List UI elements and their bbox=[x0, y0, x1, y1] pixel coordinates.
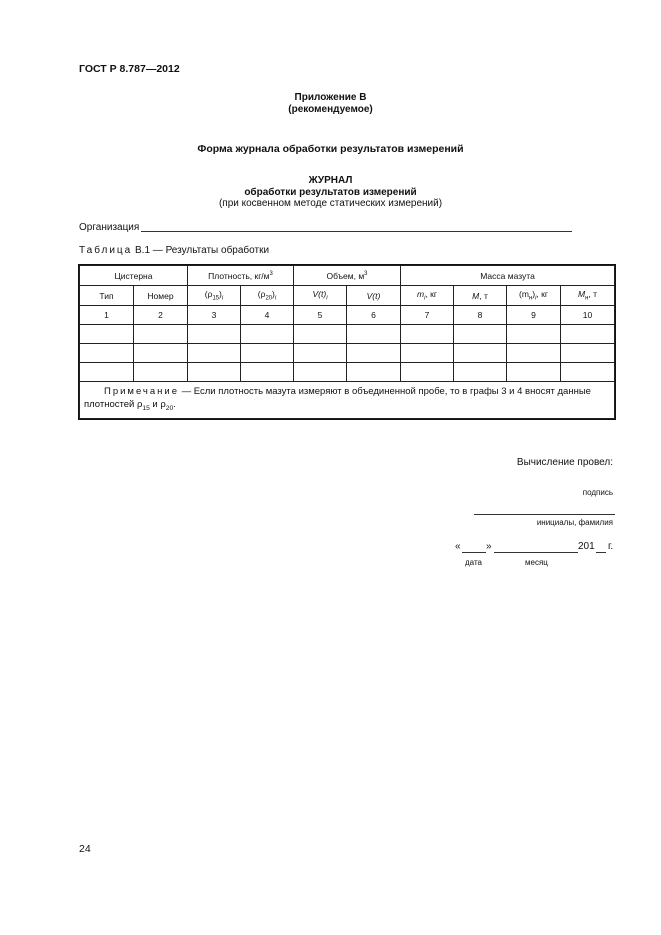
table-subheader-row bbox=[80, 286, 615, 306]
column-number-row bbox=[80, 306, 615, 325]
table-cell[interactable] bbox=[80, 344, 134, 363]
column-number: 6 bbox=[347, 306, 401, 325]
organization-field-line bbox=[141, 231, 572, 232]
journal-subtitle: обработки результатов измерений bbox=[244, 186, 417, 198]
table-cell[interactable] bbox=[134, 363, 188, 382]
subheader-Mn: $M_н$, т bbox=[561, 286, 615, 306]
table-cell[interactable] bbox=[401, 344, 454, 363]
table-cell[interactable] bbox=[454, 363, 507, 382]
signature-caption: подпись bbox=[582, 488, 613, 497]
appendix-heading bbox=[0, 92, 661, 116]
column-number: 9 bbox=[507, 306, 561, 325]
table-cell[interactable] bbox=[454, 325, 507, 344]
table-cell[interactable] bbox=[561, 363, 615, 382]
table-caption bbox=[79, 245, 269, 256]
subheader-rho20: $(\rho_{20})_i$ bbox=[241, 286, 294, 306]
subheader-mn: $(m_н)_i$, кг bbox=[507, 286, 561, 306]
table-cell[interactable] bbox=[561, 325, 615, 344]
group-header-volume: Объем, $м^3$ bbox=[294, 266, 401, 286]
table-cell[interactable] bbox=[507, 344, 561, 363]
appendix-title: Приложение В bbox=[294, 92, 367, 103]
table-note-row bbox=[80, 382, 615, 419]
column-number: 2 bbox=[134, 306, 188, 325]
subheader-number: Номер bbox=[134, 286, 188, 306]
table-cell[interactable] bbox=[80, 363, 134, 382]
appendix-subtitle: (рекомендуемое) bbox=[288, 104, 373, 115]
table-row-empty bbox=[80, 363, 615, 382]
table-group-header-row bbox=[80, 266, 615, 286]
table-cell[interactable] bbox=[454, 344, 507, 363]
table-cell[interactable] bbox=[294, 363, 347, 382]
note-text: Если плотность мазута измеряют в объединенной пробе, то в графы 3 и 4 вносят данные плотностей ρ bbox=[84, 386, 591, 410]
table-cell[interactable] bbox=[294, 344, 347, 363]
organization-label: Организация bbox=[79, 222, 140, 233]
table-cell[interactable] bbox=[241, 325, 294, 344]
table-cell[interactable] bbox=[134, 344, 188, 363]
table-cell[interactable] bbox=[80, 325, 134, 344]
table-row-empty bbox=[80, 344, 615, 363]
journal-title: ЖУРНАЛ bbox=[308, 175, 353, 186]
column-number: 1 bbox=[80, 306, 134, 325]
date-line: « » 201 г. bbox=[455, 541, 614, 552]
table-cell[interactable] bbox=[188, 325, 241, 344]
table-cell[interactable] bbox=[294, 325, 347, 344]
table-cell[interactable] bbox=[507, 325, 561, 344]
table-cell[interactable] bbox=[347, 325, 401, 344]
table-row-empty bbox=[80, 325, 615, 344]
initials-caption: инициалы, фамилия bbox=[536, 518, 613, 527]
table-cell[interactable] bbox=[347, 344, 401, 363]
table-cell[interactable] bbox=[401, 325, 454, 344]
column-number: 5 bbox=[294, 306, 347, 325]
date-caption: дата bbox=[465, 558, 482, 567]
form-title: Форма журнала обработки результатов измерений bbox=[197, 143, 464, 155]
subheader-v-t: V(t) bbox=[347, 286, 401, 306]
group-header-density: Плотность, $кг/м^3$ bbox=[188, 266, 294, 286]
table-cell[interactable] bbox=[241, 344, 294, 363]
note-label: Примечание bbox=[104, 386, 179, 397]
table-cell[interactable] bbox=[188, 344, 241, 363]
computed-by-label: Вычисление провел: bbox=[516, 457, 613, 468]
page-number: 24 bbox=[79, 843, 91, 855]
table-cell[interactable] bbox=[134, 325, 188, 344]
column-number: 4 bbox=[241, 306, 294, 325]
results-table bbox=[79, 265, 615, 419]
subheader-v-ti: $V(t)_i$ bbox=[294, 286, 347, 306]
initials-line bbox=[474, 514, 615, 515]
group-header-mass: Масса мазута bbox=[401, 266, 615, 286]
table-caption-text: В.1 — Результаты обработки bbox=[135, 245, 270, 256]
column-number: 10 bbox=[561, 306, 615, 325]
table-cell[interactable] bbox=[561, 344, 615, 363]
document-code: ГОСТ Р 8.787—2012 bbox=[79, 63, 180, 75]
table-cell[interactable] bbox=[188, 363, 241, 382]
column-number: 3 bbox=[188, 306, 241, 325]
subheader-M: M, т bbox=[454, 286, 507, 306]
table-note: Примечание — Если плотность мазута измеряют в объединенной пробе, то в графы 3 и 4 вносят данные плотностей $\rho_{15}$ и $\rho_{20}$. bbox=[80, 382, 615, 419]
table-cell[interactable] bbox=[347, 363, 401, 382]
group-header-tank: Цистерна bbox=[80, 266, 188, 286]
table-caption-label: Таблица bbox=[79, 245, 133, 256]
journal-method: (при косвенном методе статических измерений) bbox=[218, 198, 443, 209]
month-caption: месяц bbox=[525, 558, 548, 567]
column-number: 7 bbox=[401, 306, 454, 325]
table-cell[interactable] bbox=[401, 363, 454, 382]
column-number: 8 bbox=[454, 306, 507, 325]
journal-heading bbox=[0, 175, 661, 210]
subheader-type: Тип bbox=[80, 286, 134, 306]
table-cell[interactable] bbox=[241, 363, 294, 382]
subheader-m-i: $m_i$, кг bbox=[401, 286, 454, 306]
subheader-rho15: $(\rho_{15})_i$ bbox=[188, 286, 241, 306]
table-cell[interactable] bbox=[507, 363, 561, 382]
